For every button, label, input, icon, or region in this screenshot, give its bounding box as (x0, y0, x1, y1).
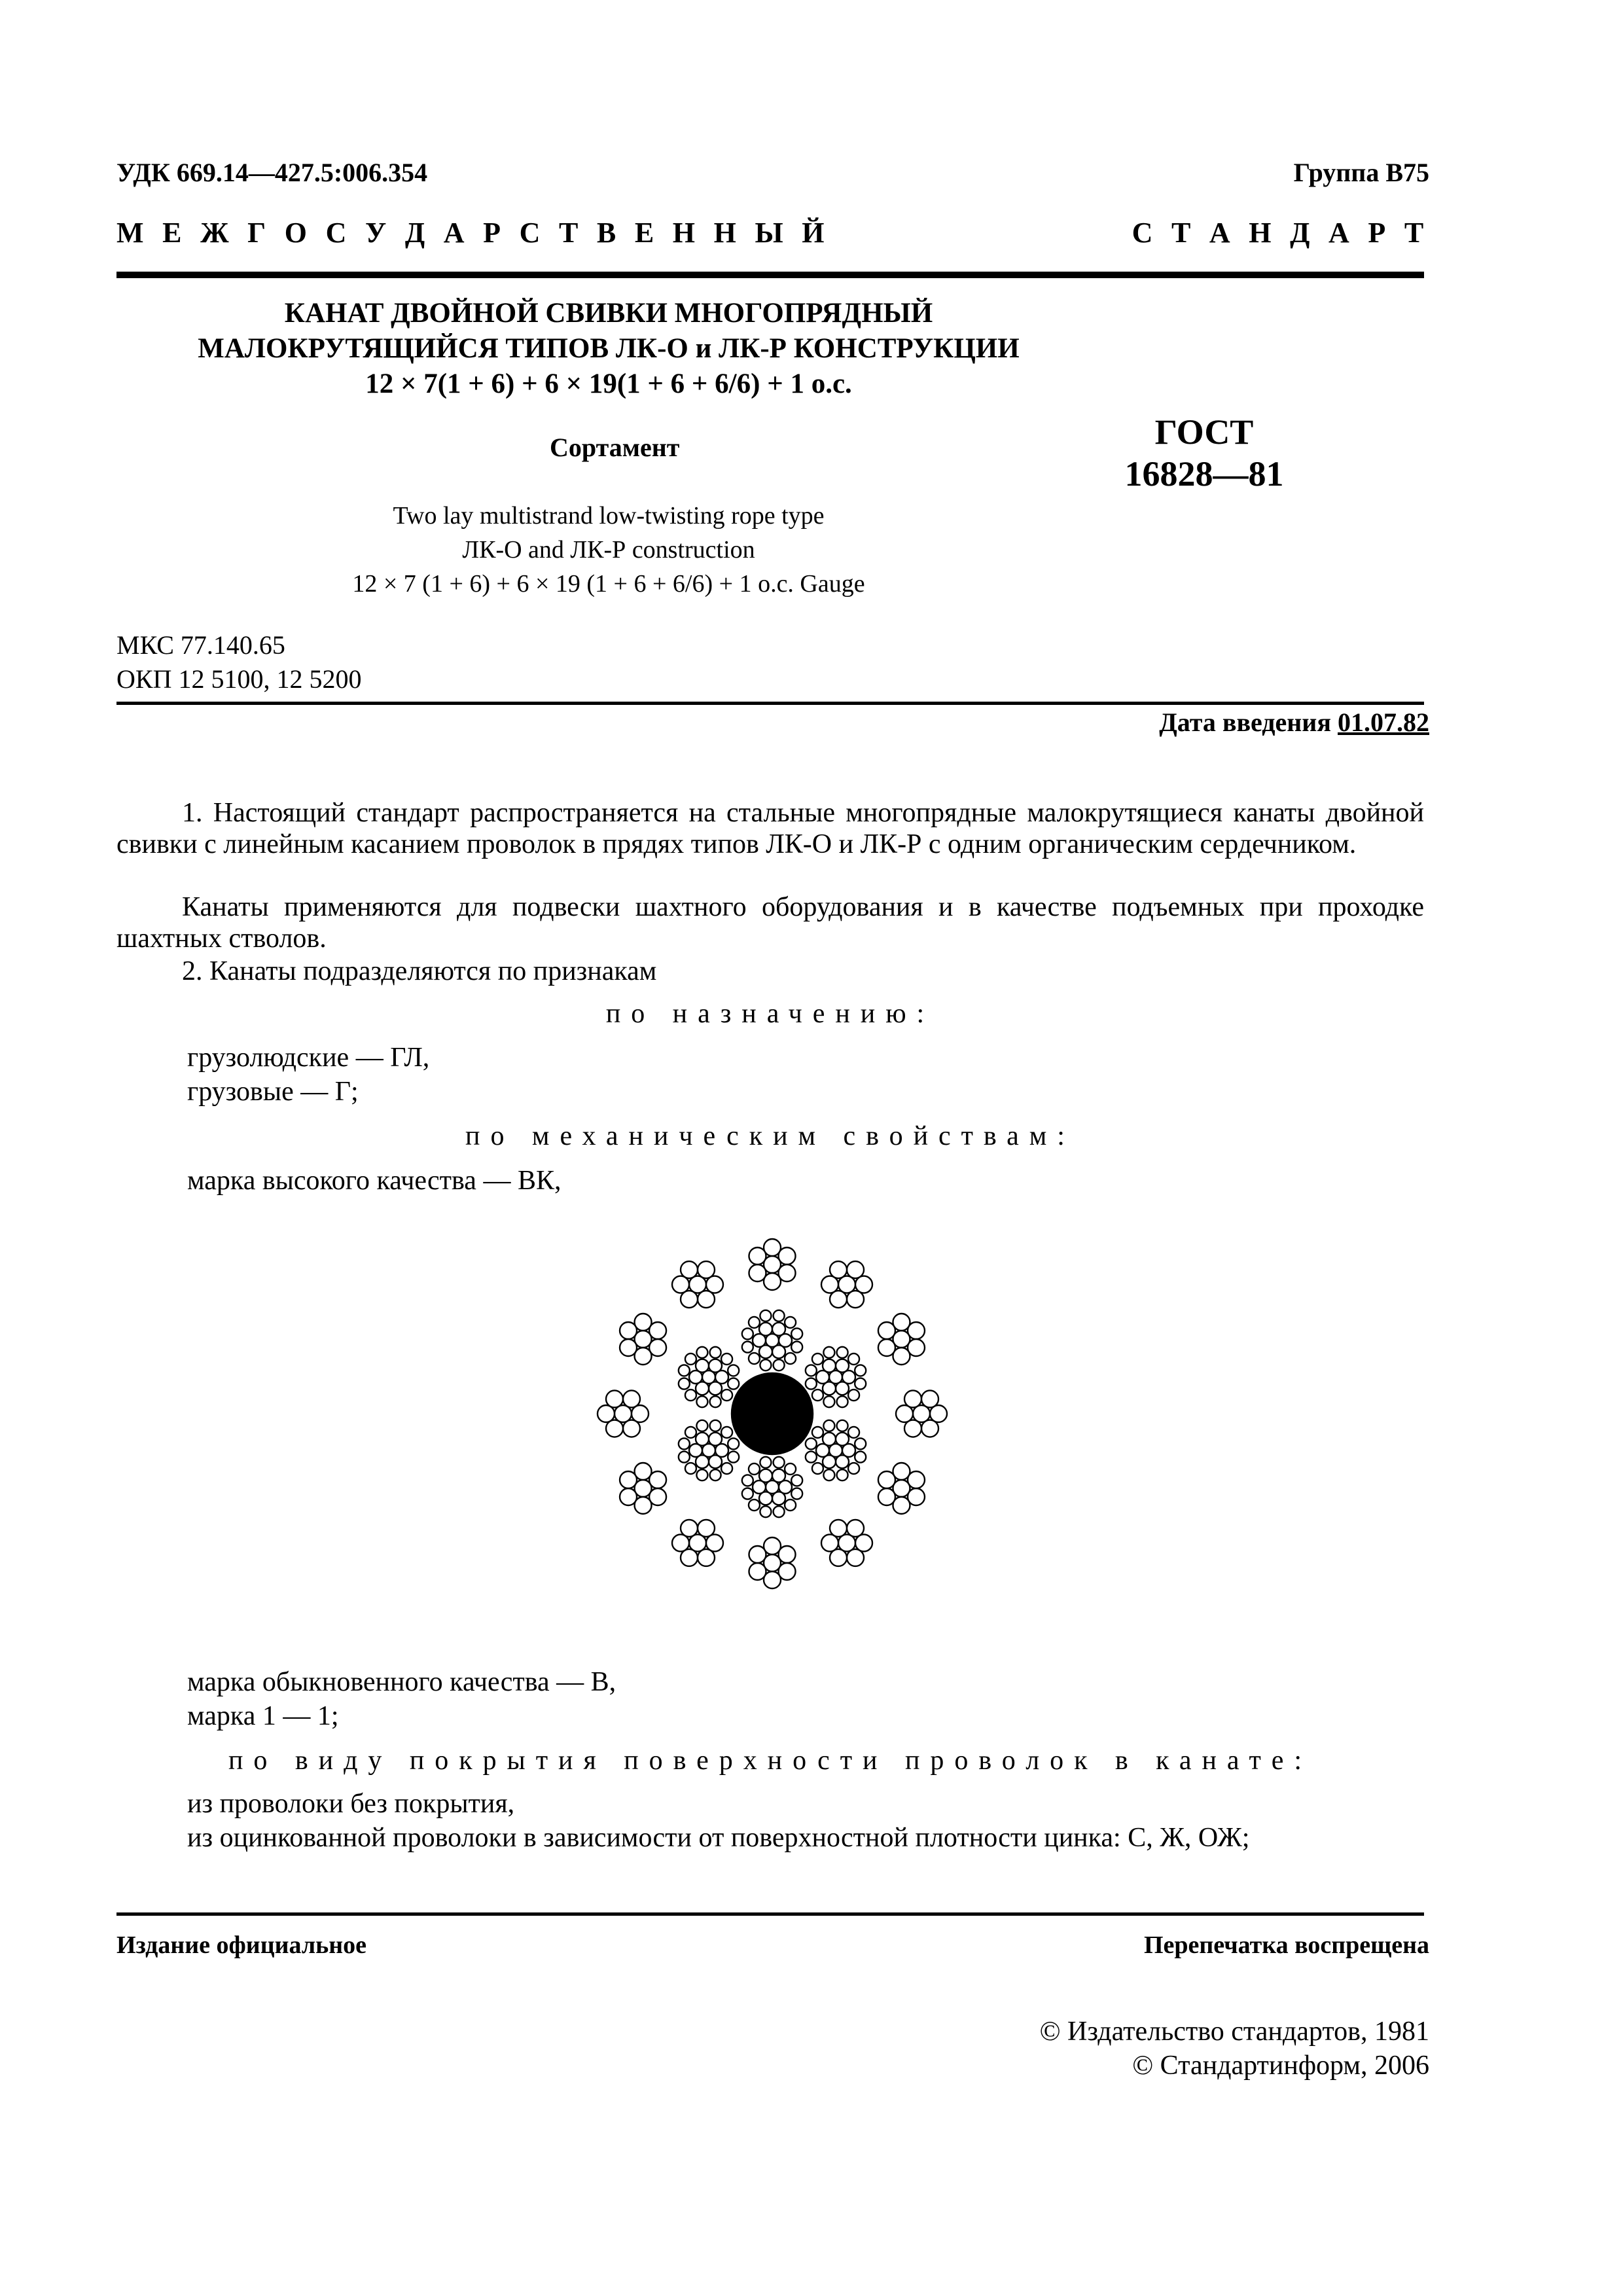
heading-coating: по виду покрытия поверхности проволок в канате: (228, 1746, 1312, 1776)
header-rule (116, 272, 1424, 278)
outer-strand-wire (606, 1390, 623, 1407)
inner-strand-wire (806, 1452, 817, 1463)
outer-strand-wire (620, 1339, 637, 1356)
subtitle: Сортамент (550, 433, 680, 462)
inner-strand-wire (760, 1359, 771, 1371)
inner-strand-wire (749, 1499, 760, 1511)
inner-strand-wire (696, 1359, 709, 1372)
paragraph-1: 1. Настоящий стандарт распространяется на стальные многопрядные малокрутящиеся канаты двойной свивки с линейным касанием проволок в прядях типов ЛК-О и ЛК-Р с одним органическим сердечником. (116, 798, 1424, 859)
inner-strand-wire (823, 1396, 834, 1407)
inner-strand-wire (855, 1378, 866, 1390)
outer-strand-wire (779, 1546, 796, 1563)
outer-strand-wire (606, 1420, 623, 1437)
outer-strand-wire (672, 1276, 689, 1293)
standard-heading: С Т А Н Д А Р Т (1132, 217, 1429, 249)
inner-strand-wire (836, 1455, 849, 1468)
mechanical-item-1: марка высокого качества — ВК, (187, 1166, 562, 1196)
inner-strand-wire (742, 1328, 753, 1339)
inner-strand-wire (848, 1427, 859, 1438)
english-title-line-1: Two lay multistrand low-twisting rope type (393, 502, 825, 529)
inner-strand-wire (749, 1317, 760, 1328)
english-title (281, 499, 936, 601)
inner-strand-wire (848, 1463, 859, 1474)
inner-strand-wire (709, 1433, 722, 1446)
outer-strand-wire (698, 1291, 715, 1308)
outer-strand-wire (878, 1488, 895, 1505)
outer-strand-wire (681, 1520, 698, 1537)
inner-strand-wire (760, 1506, 771, 1517)
outer-strand-wire (779, 1563, 796, 1580)
inner-strand-wire (823, 1347, 834, 1358)
reprint-prohibited: Перепечатка воспрещена (1143, 1931, 1429, 1959)
inner-strand-wire (791, 1488, 802, 1499)
inner-strand-wire (749, 1463, 760, 1475)
outer-strand-wire (635, 1497, 652, 1514)
inner-strand-wire (772, 1492, 785, 1505)
inner-strand-wire (823, 1433, 836, 1446)
inner-strand-wire (728, 1438, 739, 1449)
inner-strand-wire (855, 1438, 866, 1449)
rope-cross-section-figure (589, 1230, 955, 1597)
inner-strand-wire (774, 1457, 785, 1468)
inner-strand-wire (855, 1365, 866, 1376)
udk-code: УДК 669.14—427.5:006.354 (116, 158, 428, 187)
inner-strand-wire (837, 1396, 848, 1407)
inner-strand-wire (772, 1469, 785, 1482)
inner-strand-wire (685, 1354, 696, 1365)
inner-strand-wire (728, 1378, 739, 1390)
inner-strand-wire (742, 1488, 753, 1499)
inner-strand-wire (772, 1345, 785, 1358)
paragraph-2: Канаты применяются для подвески шахтного оборудования и в качестве подъемных при проходке шахтных стволов. (116, 892, 1424, 954)
rope-core (732, 1373, 813, 1454)
inner-strand-wire (823, 1469, 834, 1480)
inner-strand-wire (679, 1438, 690, 1449)
inner-strand-wire (774, 1506, 785, 1517)
title-line-3: 12 × 7(1 + 6) + 6 × 19(1 + 6 + 6/6) + 1 о.с. (365, 368, 852, 399)
inner-strand-wire (806, 1365, 817, 1376)
inner-strand-wire (823, 1359, 836, 1372)
inner-strand-wire (696, 1420, 707, 1431)
outer-strand-wire (855, 1534, 872, 1551)
inner-strand-wire (812, 1463, 823, 1474)
inner-strand-wire (760, 1457, 771, 1468)
inner-strand-wire (774, 1359, 785, 1371)
inner-strand-wire (760, 1310, 771, 1321)
inner-strand-wire (696, 1469, 707, 1480)
outer-strand-wire (749, 1247, 766, 1265)
inner-strand-wire (721, 1463, 732, 1474)
inner-strand-wire (772, 1323, 785, 1336)
outer-strand-wire (921, 1420, 938, 1437)
outer-strand-wire (779, 1247, 796, 1265)
inner-strand-wire (823, 1420, 834, 1431)
outer-strand-wire (893, 1314, 910, 1331)
inner-strand-wire (848, 1390, 859, 1401)
mechanical-item-3: марка 1 — 1; (187, 1701, 339, 1731)
copyright-block (1040, 2015, 1429, 2083)
footer-rule (116, 1912, 1424, 1916)
heading-mechanical: по механическим свойствам: (465, 1121, 1075, 1151)
inner-strand-wire (855, 1452, 866, 1463)
inner-strand-wire (721, 1427, 732, 1438)
title-line-2: МАЛОКРУТЯЩИЙСЯ ТИПОВ ЛК-О и ЛК-Р КОНСТРУКЦИИ (198, 333, 1020, 364)
coating-item-1: из проволоки без покрытия, (187, 1789, 515, 1819)
outer-strand-wire (830, 1520, 847, 1537)
inner-strand-wire (812, 1390, 823, 1401)
inner-strand-wire (696, 1347, 707, 1358)
outer-strand-wire (698, 1549, 715, 1566)
outer-strand-wire (878, 1339, 895, 1356)
inner-strand-wire (721, 1354, 732, 1365)
intro-date (1159, 707, 1429, 738)
group-code: Группа В75 (1293, 158, 1429, 187)
inner-strand-wire (806, 1438, 817, 1449)
copyright-1981: © Издательство стандартов, 1981 (1039, 2017, 1429, 2047)
inner-strand-wire (837, 1347, 848, 1358)
paragraph-3: 2. Канаты подразделяются по признакам (182, 956, 657, 986)
inner-strand-wire (742, 1475, 753, 1486)
inner-strand-wire (728, 1452, 739, 1463)
inner-strand-wire (679, 1365, 690, 1376)
inner-strand-wire (721, 1390, 732, 1401)
inner-strand-wire (709, 1382, 722, 1395)
inner-strand-wire (685, 1463, 696, 1474)
inner-strand-wire (812, 1354, 823, 1365)
inner-strand-wire (785, 1499, 796, 1511)
intro-date-value: 01.07.82 (1338, 708, 1429, 737)
gost-designation (1073, 411, 1335, 495)
inner-strand-wire (837, 1469, 848, 1480)
official-edition: Издание официальное (116, 1931, 367, 1959)
inner-strand-wire (728, 1365, 739, 1376)
gost-number: 16828—81 (1124, 454, 1284, 493)
inner-strand-wire (685, 1390, 696, 1401)
inner-strand-wire (742, 1342, 753, 1353)
inner-strand-wire (710, 1396, 721, 1407)
inner-strand-wire (710, 1347, 721, 1358)
inner-strand-wire (710, 1469, 721, 1480)
outer-strand-wire (749, 1563, 766, 1580)
inner-strand-wire (774, 1310, 785, 1321)
inner-strand-wire (837, 1420, 848, 1431)
purpose-item-2: грузовые — Г; (187, 1077, 359, 1107)
title-block (124, 296, 1093, 402)
outer-strand-wire (623, 1420, 640, 1437)
inner-strand-wire (749, 1353, 760, 1364)
codes-rule (116, 702, 1424, 705)
inner-strand-wire (785, 1317, 796, 1328)
outer-strand-wire (649, 1322, 666, 1339)
inner-strand-wire (836, 1433, 849, 1446)
inner-strand-wire (791, 1475, 802, 1486)
okp-code: ОКП 12 5100, 12 5200 (116, 664, 362, 694)
classification-codes (116, 628, 361, 696)
inner-strand-wire (679, 1378, 690, 1390)
inner-strand-wire (696, 1433, 709, 1446)
outer-strand-wire (749, 1265, 766, 1282)
inner-strand-wire (791, 1328, 802, 1339)
inner-strand-wire (710, 1420, 721, 1431)
inner-strand-wire (685, 1427, 696, 1438)
outer-strand-wire (649, 1471, 666, 1488)
inner-strand-wire (836, 1382, 849, 1395)
outer-strand-wire (847, 1291, 864, 1308)
inner-strand-wire (791, 1342, 802, 1353)
outer-strand-wire (921, 1390, 938, 1407)
inner-strand-wire (812, 1427, 823, 1438)
gost-label: ГОСТ (1154, 412, 1254, 452)
inner-strand-wire (696, 1396, 707, 1407)
inner-strand-wire (806, 1378, 817, 1390)
inner-strand-wire (709, 1455, 722, 1468)
english-title-line-2: ЛК-О and ЛК-Р construction (462, 536, 755, 564)
outer-strand-wire (904, 1390, 921, 1407)
title-line-1: КАНАТ ДВОЙНОЙ СВИВКИ МНОГОПРЯДНЫЙ (284, 298, 933, 329)
inner-strand-wire (759, 1469, 772, 1482)
mechanical-item-2: марка обыкновенного качества — В, (187, 1667, 616, 1697)
english-title-line-3: 12 × 7 (1 + 6) + 6 × 19 (1 + 6 + 6/6) + 1 o.c. Gauge (352, 570, 865, 598)
coating-item-2: из оцинкованной проволоки в зависимости от поверхностной плотности цинка: С, Ж, ОЖ; (187, 1823, 1250, 1853)
heading-purpose: по назначению: (605, 999, 935, 1029)
outer-strand-wire (830, 1261, 847, 1278)
inner-strand-wire (785, 1463, 796, 1475)
intro-date-label: Дата введения (1159, 708, 1331, 737)
inner-strand-wire (848, 1354, 859, 1365)
copyright-2006: © Стандартинформ, 2006 (1132, 2051, 1429, 2081)
inner-strand-wire (709, 1359, 722, 1372)
mks-code: МКС 77.140.65 (116, 630, 285, 660)
purpose-item-1: грузолюдские — ГЛ, (187, 1043, 430, 1073)
inner-strand-wire (679, 1452, 690, 1463)
outer-strand-wire (908, 1471, 925, 1488)
inner-strand-wire (759, 1323, 772, 1336)
inner-strand-wire (785, 1353, 796, 1364)
interstate-heading: М Е Ж Г О С У Д А Р С Т В Е Н Н Ы Й (116, 217, 830, 249)
inner-strand-wire (836, 1359, 849, 1372)
